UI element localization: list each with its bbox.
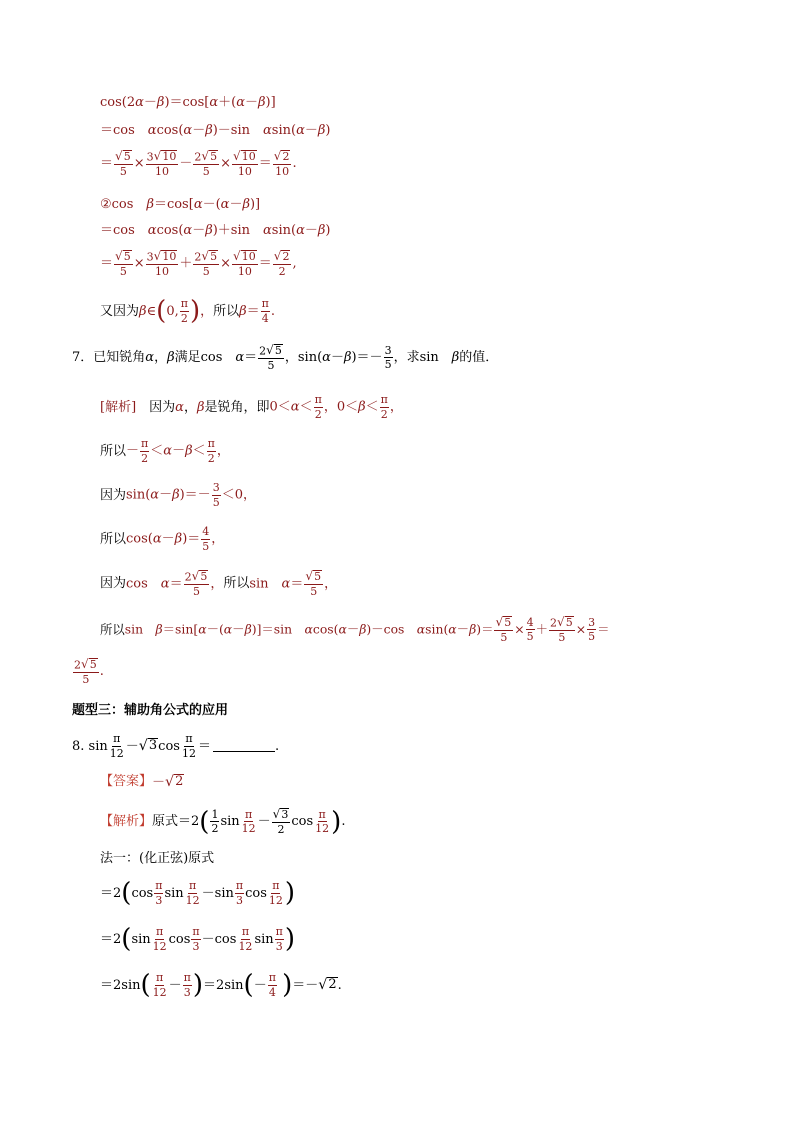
text: － $\frac{\pi}{2}$ ＜α－β＜ $\frac{\pi}{2}$ ，: [126, 437, 230, 465]
text: β: [469, 621, 477, 637]
fraction: $\frac{\pi}{12}$: [181, 732, 196, 760]
fraction: √ 10 10: [233, 149, 256, 179]
fraction: $\frac{\pi}{12}$: [185, 879, 200, 907]
analysis-tag: 【解析】: [100, 814, 153, 830]
text: α: [135, 95, 144, 110]
line-7: 又因为 β ∈ ( 0, $\frac{\pi}{2}$ ) ， 所以 β ＝ $\frac{\pi}{4}$ .: [100, 296, 276, 327]
text: α: [147, 223, 157, 238]
line-6: ＝ √ 5 5 × 3 √ 10 10 ＋ 2 √ 5 5 × √ 10 10 ＝ √ 2 2 ,: [100, 249, 297, 279]
text: β: [358, 399, 366, 415]
answer-line: [100, 774, 184, 789]
text: α: [263, 123, 272, 138]
fraction: $\frac{\pi}{12}$: [238, 925, 253, 953]
text: α: [416, 621, 426, 637]
text: [解析]: [100, 399, 137, 415]
text: β: [156, 95, 165, 110]
text: cos(α－β)＝ $\frac{4}{5}$ ，: [126, 525, 225, 553]
text: β: [174, 531, 183, 547]
text: β: [205, 123, 213, 138]
text: α: [322, 350, 331, 366]
fraction: $\frac{\pi}{12}$: [109, 732, 124, 760]
text: α: [163, 443, 173, 459]
line-16: 法一：(化正弦)原式: [100, 851, 215, 866]
text: ): [284, 924, 296, 955]
fraction: √ 3 2: [272, 807, 289, 837]
fraction: $\frac{\pi}{12}$: [152, 925, 167, 953]
text: α: [263, 223, 272, 238]
fraction: $\frac{4}{5}$: [526, 615, 534, 644]
line-13: 所以 sin β＝sin[α－(α－β)]＝sin αcos(α－β)－cos αsin(α－β)＝ √ 5 5 × $\frac{4}{5}$ ＋ 2 √ 5 5 × $\frac{3}{5}$ ＝: [100, 615, 610, 645]
fraction: $\frac{\pi}{2}$: [207, 437, 215, 465]
line-5: ＝cos α cos( α － β )＋sin α sin( α － β ): [100, 223, 331, 238]
text: )]: [265, 95, 276, 110]
text: ): [282, 970, 293, 1001]
text: α: [296, 223, 305, 238]
text: α: [145, 350, 155, 366]
text: β: [155, 621, 163, 637]
text: cos α＝ 2 √ 5 5 ，: [126, 569, 224, 599]
text: α: [198, 621, 207, 637]
fraction: $\frac{3}{5}$: [212, 481, 220, 509]
text: β: [239, 303, 247, 319]
text: β: [242, 197, 250, 212]
line-17: ＝2 ( cos $\frac{\pi}{3}$ sin $\frac{\pi}{12}$ －sin $\frac{\pi}{3}$ cos $\frac{\pi}{12}$ ): [100, 878, 296, 909]
line-9: 所以 － $\frac{\pi}{2}$ ＜α－β＜ $\frac{\pi}{2}$ ，: [100, 437, 230, 465]
line-3: ＝ √ 5 5 × 3 √ 10 10 － 2 √ 5 5 × √ 10 10 ＝ √ 2 10 .: [100, 149, 297, 179]
fraction: $\frac{3}{5}$: [384, 343, 392, 372]
text: α: [281, 576, 291, 592]
text: √ 2: [165, 774, 184, 790]
fraction: √ 10 10: [233, 249, 256, 279]
fraction: 3 √ 10 10: [146, 249, 177, 279]
fraction: $\frac{\pi}{3}$: [183, 971, 191, 999]
answer-value: － √ 2: [152, 774, 184, 790]
text: 0＜α＜ $\frac{\pi}{2}$ ，0＜β＜ $\frac{\pi}{2}$ ，: [269, 393, 403, 421]
line-15: 【解析】 原式＝2 ( $\frac{1}{2}$ sin $\frac{\pi}{12}$ － √ 3 2 cos $\frac{\pi}{12}$ ) .: [100, 806, 346, 837]
answer-tag: 【答案】: [100, 774, 153, 790]
fraction: √ 5 5: [115, 249, 131, 279]
answer-blank: [213, 740, 275, 752]
text: α: [193, 197, 203, 212]
text: ＋(: [218, 95, 237, 110]
fraction: 2 √ 5 5: [194, 249, 218, 279]
text: α: [296, 123, 305, 138]
text: 又因为: [100, 303, 140, 319]
fraction: $\frac{\pi}{4}$: [268, 971, 276, 999]
line-8: [解析] 因为 α ， β 是锐角，即 0＜α＜ $\frac{\pi}{2}$ ，0＜β＜ $\frac{\pi}{2}$ ，: [100, 393, 403, 421]
text: β: [185, 443, 193, 459]
text: (: [156, 296, 167, 327]
text: β: [172, 487, 180, 503]
text: α: [152, 531, 162, 547]
fraction: $\frac{\pi}{2}$: [380, 393, 388, 421]
text: (: [121, 878, 132, 909]
text: (: [140, 970, 151, 1001]
fraction: 2 √ 5 5: [74, 657, 97, 687]
fraction: $\frac{\pi}{3}$: [192, 925, 200, 953]
text: 所以: [213, 303, 240, 319]
text: α: [209, 95, 219, 110]
fraction: $\frac{4}{5}$: [202, 525, 210, 553]
text: β: [258, 95, 266, 110]
line-12: 因为 cos α＝ 2 √ 5 5 ， 所以 sin α＝ √ 5 5 ，: [100, 569, 338, 599]
text: α: [290, 399, 300, 415]
text: ): [189, 296, 201, 327]
line-18: ＝2 ( sin $\frac{\pi}{12}$ cos $\frac{\pi}{3}$ －cos $\frac{\pi}{12}$ sin $\frac{\pi}{3}$ ): [100, 924, 296, 955]
line-19: ＝2sin ( $\frac{\pi}{12}$ － $\frac{\pi}{3}$ ) ＝2sin ( － $\frac{\pi}{4}$ ) ＝－ √ 2 .: [100, 970, 342, 1001]
line-10: 因为 sin(α－β)＝－ $\frac{3}{5}$ ＜0，: [100, 481, 256, 509]
text: －: [245, 95, 259, 110]
text: α: [235, 350, 245, 366]
fraction: √ 5 5: [305, 569, 322, 599]
line-4: ②cos β ＝cos[ α －( α － β )]: [100, 197, 261, 212]
text: √ 3: [138, 738, 158, 755]
fraction: $\frac{\pi}{2}$: [141, 437, 149, 465]
fraction: $\frac{\pi}{12}$: [268, 879, 283, 907]
text: β: [359, 621, 367, 637]
fraction: $\frac{\pi}{12}$: [241, 807, 256, 836]
text: sin β＝sin[α－(α－β)]＝sin αcos(α－β)－cos αsin(α－β)＝ √ 5 5 × $\frac{4}{5}$ ＋ 2 √ 5 5 × $\frac{3}{5}$ ＝: [124, 615, 610, 645]
text: sin α＝ √ 5 5 ，: [249, 569, 338, 599]
text: β: [205, 223, 213, 238]
fraction: $\frac{\pi}{4}$: [261, 297, 269, 325]
text: β: [196, 399, 205, 415]
fraction: $\frac{\pi}{2}$: [314, 393, 322, 421]
text: α: [338, 621, 347, 637]
fraction: √ 2 2: [273, 249, 290, 279]
fraction: $\frac{1}{2}$: [211, 807, 219, 836]
text: ): [331, 806, 342, 837]
fraction: 2 √ 5 5: [259, 343, 282, 373]
text: β: [451, 350, 460, 366]
text: β: [244, 621, 252, 637]
line-2: ＝cos α cos( α － β )－sin α sin( α － β ): [100, 123, 331, 138]
text: sin(α－β)＝－ $\frac{3}{5}$ ＜0，: [126, 481, 256, 509]
text: α: [223, 621, 233, 637]
text: β: [317, 223, 326, 238]
text: β: [343, 350, 352, 366]
text: (: [243, 970, 254, 1001]
text: ): [284, 878, 296, 909]
fraction: $\frac{\pi}{12}$: [152, 971, 167, 999]
fraction: $\frac{\pi}{12}$: [315, 807, 330, 836]
fraction: $\frac{\pi}{3}$: [235, 879, 244, 907]
fraction: 2 √ 5 5: [184, 569, 208, 599]
line-11: 所以 cos(α－β)＝ $\frac{4}{5}$ ，: [100, 525, 225, 553]
text: β: [139, 303, 147, 319]
section-heading: 题型三：辅助角公式的应用: [72, 703, 229, 718]
text: －: [143, 95, 157, 110]
text: cos(2: [100, 95, 136, 110]
line-14: 2 √ 5 5 .: [74, 657, 104, 687]
text: α: [147, 123, 157, 138]
fraction: 2 √ 5 5: [549, 615, 573, 645]
fraction: √ 5 5: [115, 149, 131, 179]
text: α: [448, 621, 457, 637]
text: √ 2: [318, 977, 337, 994]
fraction: √ 5 5: [495, 615, 512, 645]
text: α: [175, 399, 184, 415]
question-7: 7．已知锐角 α ， β 满足cos α ＝ 2 √ 5 5 ，sin( α － β )＝－ $\frac{3}{5}$ ，求sin β 的值．: [72, 343, 499, 373]
text: α: [236, 95, 246, 110]
fraction: $\frac{3}{5}$: [588, 615, 596, 644]
fraction: √ 2 10: [273, 149, 290, 179]
text: α: [220, 197, 230, 212]
question-8: 8. sin $\frac{\pi}{12}$ － √ 3 cos $\frac{\pi}{12}$ ＝ .: [72, 732, 280, 760]
text: α: [150, 487, 160, 503]
line-1: [100, 96, 276, 109]
fraction: $\frac{\pi}{2}$: [180, 297, 188, 325]
text: )＝cos[: [164, 95, 210, 110]
text: β: [146, 197, 154, 212]
text: α: [183, 223, 193, 238]
fraction: 2 √ 5 5: [194, 149, 218, 179]
text: β: [167, 350, 175, 366]
text: α: [160, 576, 170, 592]
text: α: [304, 621, 313, 637]
fraction: 3 √ 10 10: [146, 149, 177, 179]
text: (: [121, 924, 132, 955]
text: ): [192, 970, 204, 1001]
text: α: [183, 123, 193, 138]
text: β: [317, 123, 326, 138]
fraction: $\frac{\pi}{3}$: [275, 925, 283, 953]
text: (: [199, 806, 210, 837]
fraction: $\frac{\pi}{3}$: [155, 879, 163, 907]
